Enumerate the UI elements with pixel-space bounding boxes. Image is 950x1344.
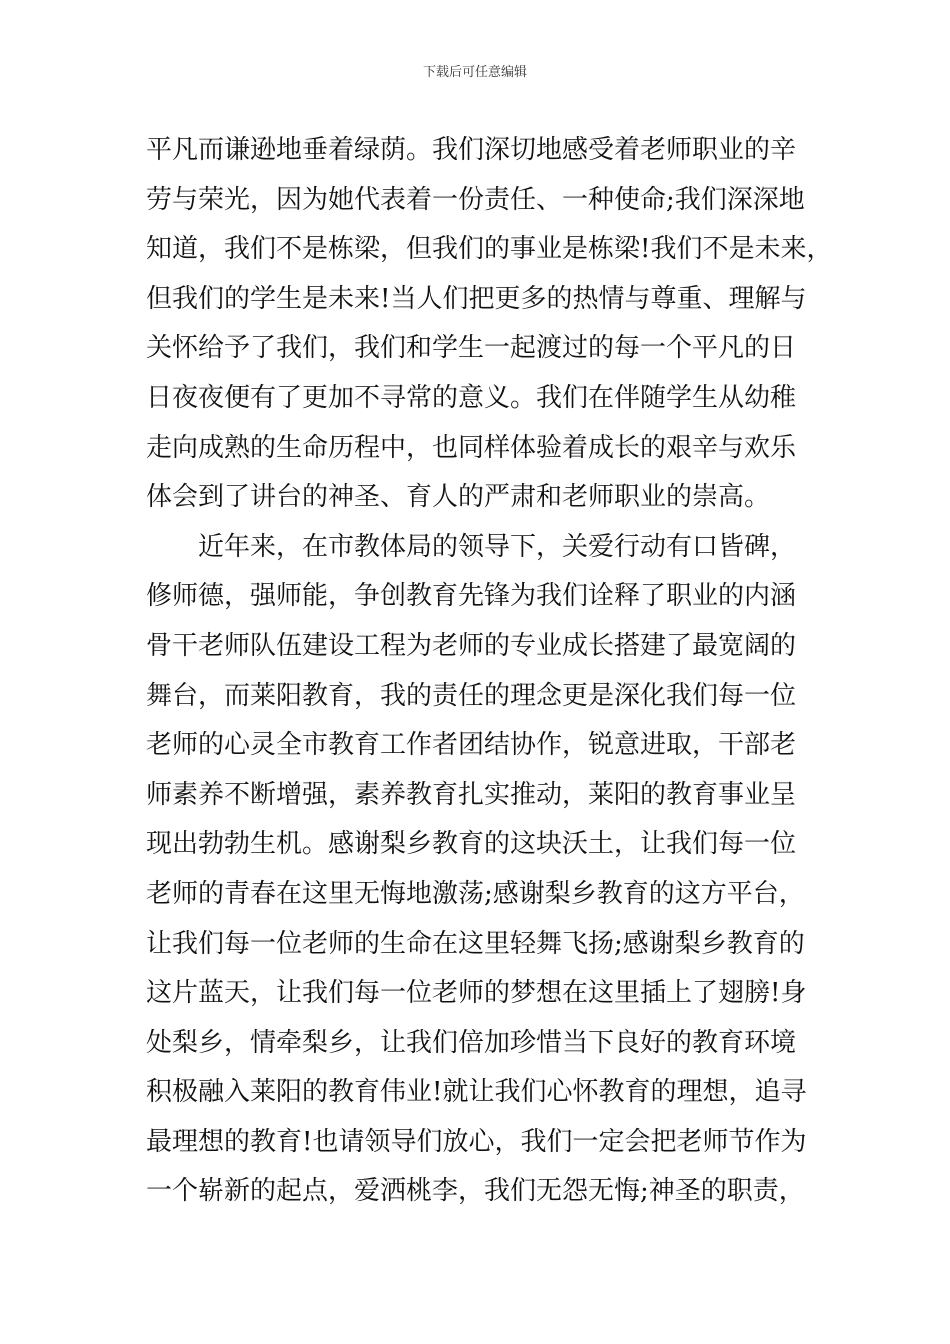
- text-line: 现出勃勃生机。感谢梨乡教育的这块沃土，让我们每一位: [146, 829, 797, 860]
- text-line: 舞台，而莱阳教育，我的责任的理念更是深化我们每一位: [146, 680, 797, 711]
- document-body: [146, 126, 836, 1217]
- text-line: 劳与荣光，因为她代表着一份责任、一种使命;我们深深地: [146, 184, 805, 215]
- text-line: 老师的青春在这里无悔地激荡;感谢梨乡教育的这方平台，: [146, 878, 805, 909]
- text-line: 这片蓝天，让我们每一位老师的梦想在这里插上了翅膀!身: [146, 978, 807, 1009]
- text-line: 师素养不断增强，素养教育扎实推动，莱阳的教育事业呈: [146, 779, 797, 810]
- text-line: 积极融入莱阳的教育伟业!就让我们心怀教育的理想，追寻: [146, 1077, 807, 1108]
- text-line: 近年来，在市教体局的领导下，关爱行动有口皆碑，: [146, 531, 797, 562]
- text-line: 但我们的学生是未来!当人们把更多的热情与尊重、理解与: [146, 283, 807, 314]
- text-line: 修师德，强师能，争创教育先锋为我们诠释了职业的内涵: [146, 581, 797, 612]
- text-line: 体会到了讲台的神圣、育人的严肃和老师职业的崇高。: [146, 482, 771, 513]
- text-line: 知道，我们不是栋梁，但我们的事业是栋梁!我们不是未来，: [146, 234, 833, 265]
- text-line: 走向成熟的生命历程中，也同样体验着成长的艰辛与欢乐: [146, 432, 797, 463]
- text-line: 一个崭新的起点，爱洒桃李，我们无怨无悔;神圣的职责，: [146, 1176, 805, 1207]
- text-line: 老师的心灵全市教育工作者团结协作，锐意进取，干部老: [146, 730, 797, 761]
- text-line: 日夜夜便有了更加不寻常的意义。我们在伴随学生从幼稚: [146, 382, 797, 413]
- text-line: 骨干老师队伍建设工程为老师的专业成长搭建了最宽阔的: [146, 630, 797, 661]
- text-line: 处梨乡，情牵梨乡，让我们倍加珍惜当下良好的教育环境: [146, 1027, 797, 1058]
- text-line: 最理想的教育!也请领导们放心，我们一定会把老师节作为: [146, 1126, 807, 1157]
- text-line: 让我们每一位老师的生命在这里轻舞飞扬;感谢梨乡教育的: [146, 928, 805, 959]
- text-line: 关怀给予了我们，我们和学生一起渡过的每一个平凡的日: [146, 333, 797, 364]
- text-line: 平凡而谦逊地垂着绿荫。我们深切地感受着老师职业的辛: [146, 135, 797, 165]
- page-header: 下载后可任意编辑: [422, 65, 527, 80]
